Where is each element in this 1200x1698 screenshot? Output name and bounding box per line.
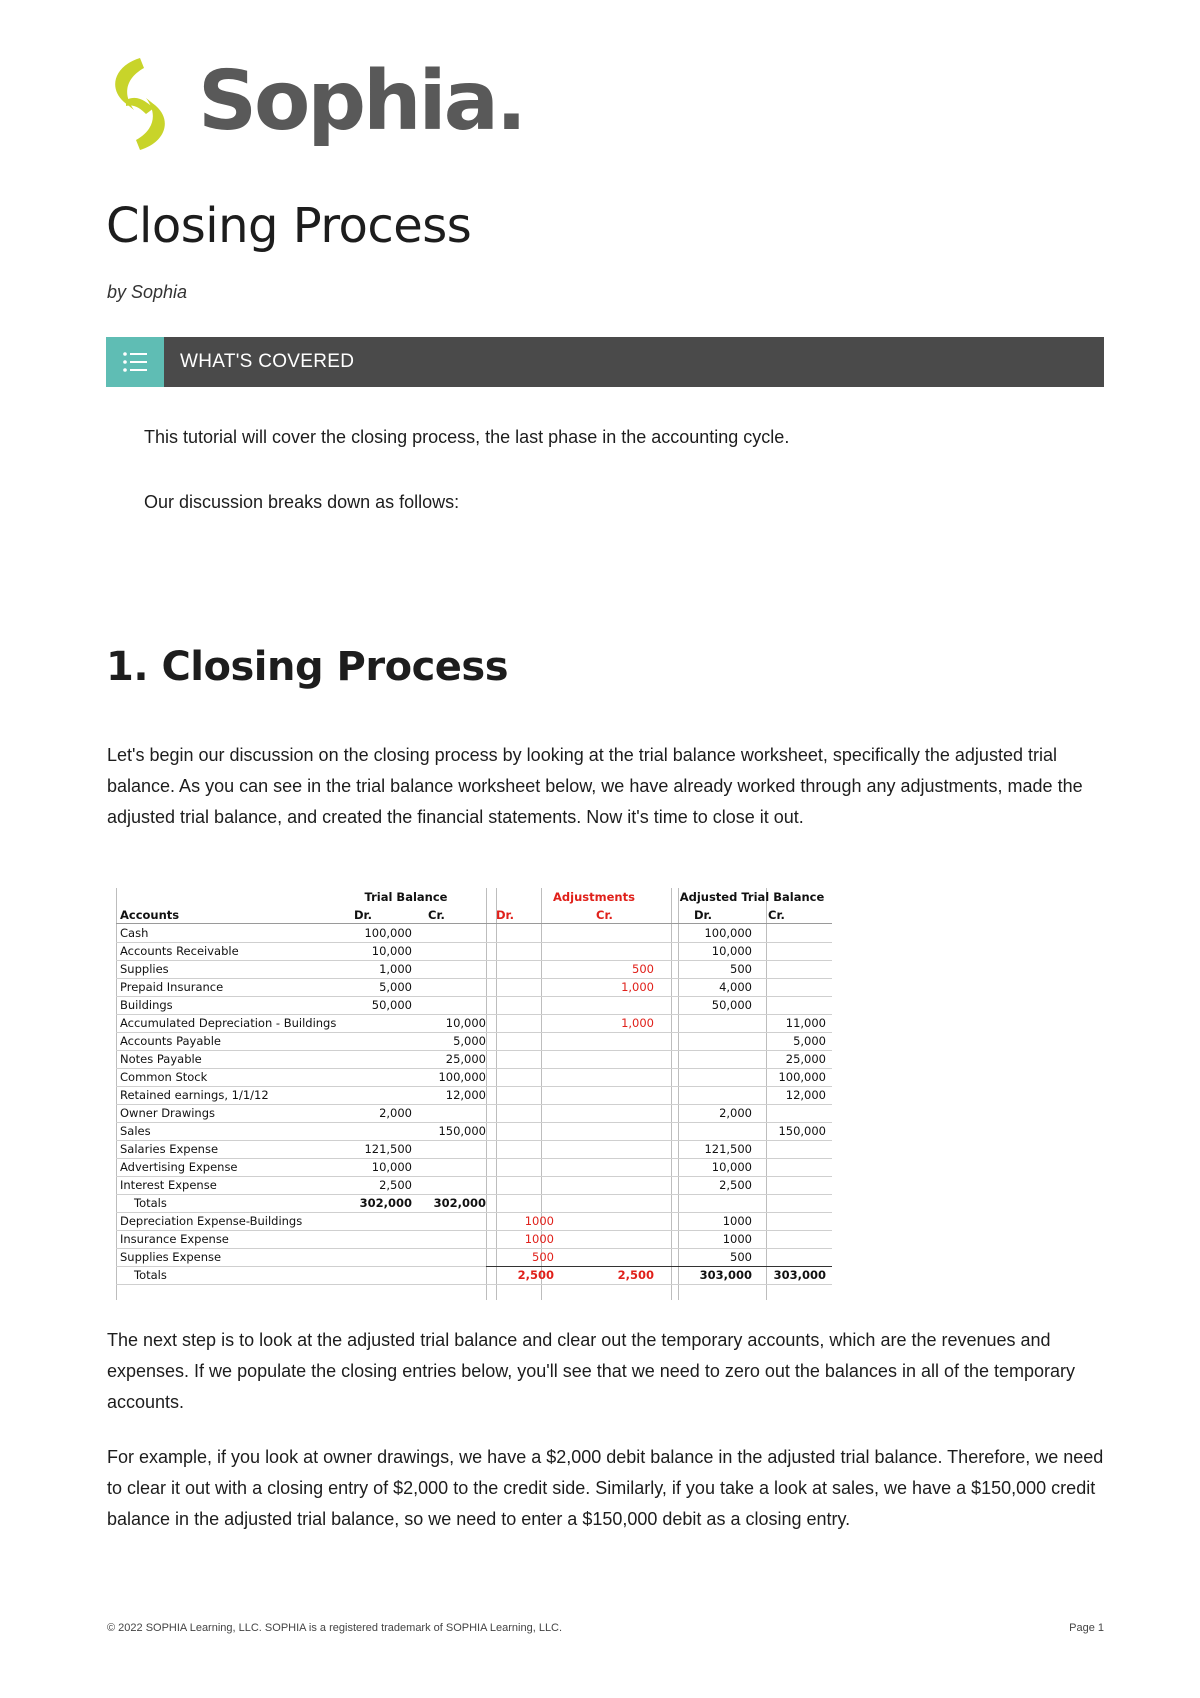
account-name: Depreciation Expense-Buildings [120, 1214, 303, 1228]
column-header-accounts: Accounts [120, 908, 180, 922]
cell-atb-cr: 100,000 [778, 1070, 826, 1084]
cell-tb-cr: 5,000 [453, 1034, 486, 1048]
cell-adj-dr: 1000 [524, 1232, 554, 1246]
totals-rule [486, 1266, 832, 1267]
cell-tb-dr: 121,500 [364, 1142, 412, 1156]
paragraph-3: For example, if you look at owner drawings, we have a $2,000 debit balance in the adjusted trial balance. Therefore, we need to clear it out with a closing entry of $2,000 to the credit side. Similarly, if you take a look at sales, we have a $150,000 credit balance in the adjusted trial balance, so we need to enter a $150,000 debit as a closing entry. [107, 1447, 1104, 1529]
cell-tb-dr: 10,000 [371, 1160, 412, 1174]
cell-atb-cr: 11,000 [785, 1016, 826, 1030]
group-header-adjustments: Adjustments [553, 890, 635, 904]
byline: by Sophia [107, 282, 188, 302]
account-name: Supplies Expense [120, 1250, 222, 1264]
whats-covered-bar [106, 337, 1104, 387]
sophia-logo-icon [104, 54, 176, 154]
account-name: Insurance Expense [120, 1232, 229, 1246]
cell-tb-dr: 50,000 [371, 998, 412, 1012]
page-title: Closing Process [106, 198, 472, 254]
footer-copyright: © 2022 SOPHIA Learning, LLC. SOPHIA is a registered trademark of SOPHIA Learning, LLC. [107, 1622, 563, 1634]
paragraph-2: The next step is to look at the adjusted trial balance and clear out the temporary accounts, which are the revenues and expenses. If we populate the closing entries below, you'll see that we need to zero out the balances in all of the temporary accounts. [107, 1330, 1076, 1412]
column-header-adj-cr: Cr. [596, 908, 613, 922]
row-rule [116, 1284, 832, 1285]
cell-tb-cr: 25,000 [445, 1052, 486, 1066]
column-header-atb-cr: Cr. [768, 908, 785, 922]
cell-adj-dr: 500 [532, 1250, 554, 1264]
cell-tb-cr: 12,000 [445, 1088, 486, 1102]
account-name: Supplies [120, 962, 169, 976]
account-name: Notes Payable [120, 1052, 202, 1066]
cell-tb-cr: 10,000 [445, 1016, 486, 1030]
cell-atb-dr: 303,000 [699, 1268, 752, 1282]
cell-atb-cr: 12,000 [785, 1088, 826, 1102]
sophia-wordmark: Sophia. [198, 54, 525, 149]
account-name: Advertising Expense [120, 1160, 238, 1174]
account-name: Totals [134, 1268, 167, 1282]
cell-tb-dr: 100,000 [364, 926, 412, 940]
cell-adj-cr: 500 [632, 962, 654, 976]
account-name: Totals [134, 1196, 167, 1210]
cell-tb-cr: 302,000 [433, 1196, 486, 1210]
cell-adj-cr: 1,000 [621, 980, 654, 994]
worksheet-divider [671, 888, 672, 1300]
cell-atb-cr: 150,000 [778, 1124, 826, 1138]
column-header-tb-dr: Dr. [354, 908, 372, 922]
group-header-trial-balance: Trial Balance [364, 890, 448, 904]
account-name: Prepaid Insurance [120, 980, 224, 994]
paragraph-1: Let's begin our discussion on the closing process by looking at the trial balance worksheet, specifically the adjusted trial balance. As you can see in the trial balance worksheet below, we have already worked through any adjustments, made the adjusted trial balance, and created the financial statements. Now it's time to close it out. [107, 745, 1083, 827]
cell-adj-dr: 1000 [524, 1214, 554, 1228]
cell-tb-dr: 5,000 [379, 980, 412, 994]
sophia-logo [104, 54, 524, 154]
account-name: Accounts Payable [120, 1034, 221, 1048]
group-header-adjusted-trial-balance: Adjusted Trial Balance [679, 890, 825, 904]
account-name: Owner Drawings [120, 1106, 216, 1120]
column-header-atb-dr: Dr. [694, 908, 712, 922]
cell-atb-cr: 5,000 [793, 1034, 826, 1048]
section-heading: 1. Closing Process [106, 644, 509, 690]
cell-tb-dr: 2,500 [379, 1178, 412, 1192]
cell-atb-cr: 25,000 [785, 1052, 826, 1066]
worksheet-divider [116, 888, 117, 1300]
cell-atb-dr: 4,000 [719, 980, 752, 994]
account-name: Salaries Expense [120, 1142, 219, 1156]
column-header-tb-cr: Cr. [428, 908, 445, 922]
cell-tb-dr: 10,000 [371, 944, 412, 958]
cell-atb-dr: 500 [730, 962, 752, 976]
cell-tb-cr: 100,000 [438, 1070, 486, 1084]
trial-balance-worksheet [116, 888, 832, 1300]
cell-atb-dr: 1000 [722, 1232, 752, 1246]
cell-atb-dr: 2,500 [719, 1178, 752, 1192]
cell-tb-cr: 150,000 [438, 1124, 486, 1138]
account-name: Accumulated Depreciation - Buildings [120, 1016, 337, 1030]
account-name: Retained earnings, 1/1/12 [120, 1088, 269, 1102]
column-header-adj-dr: Dr. [496, 908, 514, 922]
list-icon [106, 337, 164, 387]
account-name: Buildings [120, 998, 173, 1012]
cell-atb-dr: 100,000 [704, 926, 752, 940]
cell-tb-dr: 2,000 [379, 1106, 412, 1120]
account-name: Accounts Receivable [120, 944, 239, 958]
cell-adj-cr: 1,000 [621, 1016, 654, 1030]
cell-atb-dr: 50,000 [711, 998, 752, 1012]
worksheet-divider [678, 888, 679, 1300]
cell-atb-dr: 500 [730, 1250, 752, 1264]
cell-tb-dr: 302,000 [359, 1196, 412, 1210]
cell-tb-dr: 1,000 [379, 962, 412, 976]
account-name: Common Stock [120, 1070, 208, 1084]
account-name: Interest Expense [120, 1178, 217, 1192]
cell-atb-dr: 121,500 [704, 1142, 752, 1156]
cell-atb-dr: 10,000 [711, 944, 752, 958]
cell-atb-dr: 10,000 [711, 1160, 752, 1174]
whats-covered-label: WHAT'S COVERED [180, 351, 355, 372]
intro-text: This tutorial will cover the closing process, the last phase in the accounting cycle. [144, 427, 790, 447]
intro-breakdown: Our discussion breaks down as follows: [144, 492, 460, 512]
cell-atb-dr: 1000 [722, 1214, 752, 1228]
account-name: Sales [120, 1124, 151, 1138]
account-name: Cash [120, 926, 149, 940]
cell-atb-cr: 303,000 [773, 1268, 826, 1282]
cell-atb-dr: 2,000 [719, 1106, 752, 1120]
cell-adj-cr: 2,500 [617, 1268, 654, 1282]
cell-adj-dr: 2,500 [517, 1268, 554, 1282]
footer-page-number: Page 1 [1069, 1622, 1104, 1634]
